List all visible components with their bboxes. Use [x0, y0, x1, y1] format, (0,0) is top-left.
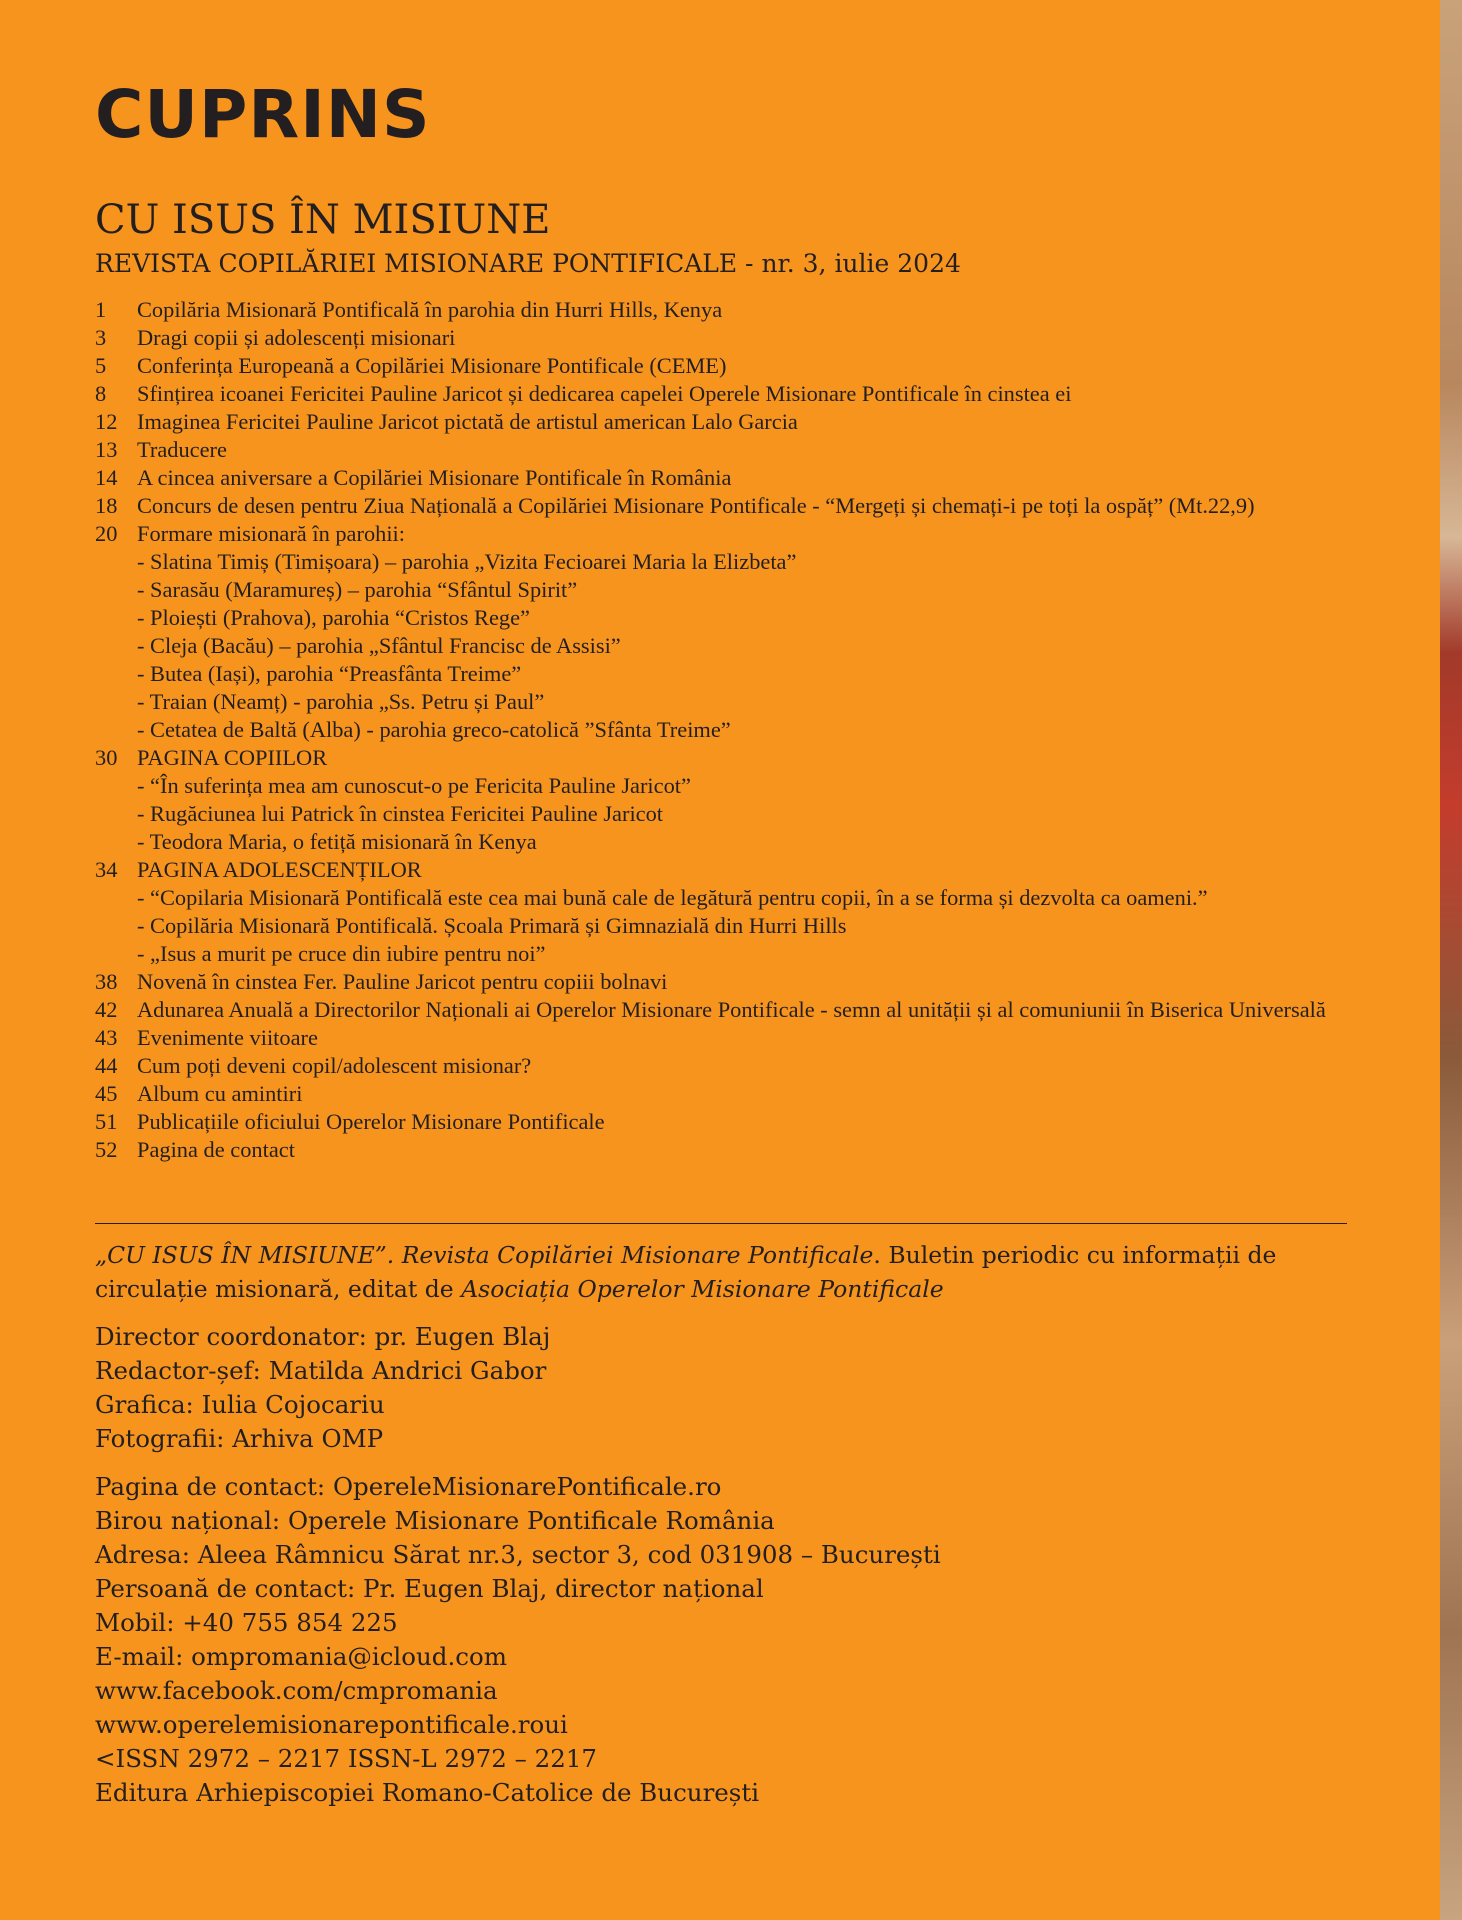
toc-entry-title: PAGINA ADOLESCENȚILOR [137, 857, 422, 882]
contact-details [95, 1470, 941, 1810]
toc-page-number: 30 [95, 745, 118, 770]
toc-entry-title: Imaginea Fericitei Pauline Jaricot pictată de artistul american Lalo Garcia [137, 409, 798, 434]
publication-info [95, 1238, 1347, 1306]
toc-entry-title: Copilăria Misionară Pontificală în parohia din Hurri Hills, Kenya [137, 297, 723, 322]
toc-subentry: - Cleja (Bacău) – parohia „Sfântul Francisc de Assisi” [137, 633, 621, 658]
magazine-subtitle: REVISTA COPILĂRIEI MISIONARE PONTIFICALE - nr. 3, iulie 2024 [95, 249, 961, 278]
toc-entry-title: Concurs de desen pentru Ziua Națională a Copilăriei Misionare Pontificale - “Mergeți și chemați-i pe toți la ospăț” (Mt.22,9) [137, 493, 1255, 518]
toc-page-number: 42 [95, 997, 118, 1022]
toc-page-number: 12 [95, 409, 118, 434]
contact-line: Birou național: Operele Misionare Pontificale România [95, 1506, 775, 1535]
toc-page-number: 45 [95, 1081, 118, 1106]
toc-entry-title: Dragi copii și adolescenți misionari [137, 325, 456, 350]
toc-subentry: - Ploiești (Prahova), parohia “Cristos Rege” [137, 605, 530, 630]
toc-entry-title: Evenimente viitoare [137, 1025, 318, 1050]
toc-entry-title: Pagina de contact [137, 1137, 295, 1162]
contact-line: www.operelemisionarepontificale.roui [95, 1710, 568, 1739]
toc-entry [95, 520, 1347, 548]
toc-entry [95, 968, 1347, 996]
toc-entry [95, 408, 1347, 436]
page-title: CUPRINS [95, 76, 431, 153]
toc-entry-title: Formare misionară în parohii: [137, 521, 405, 546]
toc-page-number: 51 [95, 1109, 118, 1134]
toc-subentry: - Traian (Neamț) - parohia „Ss. Petru și Paul” [137, 689, 545, 714]
table-of-contents [95, 296, 1347, 1164]
divider [95, 1223, 1347, 1224]
toc-entry-title: Adunarea Anuală a Directorilor Naționali ai Operelor Misionare Pontificale - semn al unității și al comuniunii în Biserica Universală [137, 997, 1326, 1022]
toc-entry [95, 1052, 1347, 1080]
contact-line: <ISSN 2972 – 2217 ISSN-L 2972 – 2217 [95, 1744, 597, 1773]
toc-page-number: 44 [95, 1053, 118, 1078]
toc-page-number: 13 [95, 437, 118, 462]
toc-subentry: - Butea (Iași), parohia “Preasfânta Treime” [137, 661, 522, 686]
toc-entry [95, 464, 1347, 492]
toc-page-number: 18 [95, 493, 118, 518]
toc-entry [95, 744, 1347, 772]
toc-entry [95, 352, 1347, 380]
toc-entry-title: Publicațiile oficiului Operelor Misionare Pontificale [137, 1109, 605, 1134]
toc-page-number: 14 [95, 465, 118, 490]
toc-entry-title: Traducere [137, 437, 227, 462]
cover-photo-edge [1440, 0, 1462, 1920]
toc-page-number: 20 [95, 521, 118, 546]
contact-line: Adresa: Aleea Râmnicu Sărat nr.3, sector 3, cod 031908 – București [95, 1540, 941, 1569]
toc-entry [95, 1080, 1347, 1108]
toc-entry-title: Sfințirea icoanei Fericitei Pauline Jaricot și dedicarea capelei Operele Misionare Pontificale în cinstea ei [137, 381, 1072, 406]
toc-entry-title: Cum poți deveni copil/adolescent misionar? [137, 1053, 532, 1078]
staff-line: Redactor-șef: Matilda Andrici Gabor [95, 1356, 547, 1385]
toc-entry [95, 1108, 1347, 1136]
toc-entry [95, 380, 1347, 408]
staff-line: Fotografii: Arhiva OMP [95, 1424, 384, 1453]
toc-subentry: - “În suferința mea am cunoscut-o pe Fericita Pauline Jaricot” [137, 773, 691, 798]
toc-entry [95, 324, 1347, 352]
toc-page-number: 5 [95, 353, 107, 378]
toc-page-number: 52 [95, 1137, 118, 1162]
contact-line: www.facebook.com/cmpromania [95, 1676, 498, 1705]
toc-entry-title: Album cu amintiri [137, 1081, 303, 1106]
toc-entry [95, 492, 1347, 520]
toc-entry [95, 296, 1347, 324]
toc-subentry: - „Isus a murit pe cruce din iubire pentru noi” [137, 941, 546, 966]
toc-page-number: 8 [95, 381, 107, 406]
staff-credits [95, 1320, 550, 1456]
toc-entry-title: PAGINA COPIILOR [137, 745, 328, 770]
contact-line: Pagina de contact: OpereleMisionarePontificale.ro [95, 1472, 722, 1501]
publisher-name: Asociația Operelor Misionare Pontificale [461, 1275, 944, 1303]
toc-subentry: - Cetatea de Baltă (Alba) - parohia greco-catolică ”Sfânta Treime” [137, 717, 731, 742]
toc-page-number: 38 [95, 969, 118, 994]
publication-name: „CU ISUS ÎN MISIUNE”. Revista Copilăriei Misionare Pontificale [95, 1241, 874, 1269]
toc-entry [95, 436, 1347, 464]
toc-entry-title: Conferința Europeană a Copilăriei Misionare Pontificale (CEME) [137, 353, 727, 378]
toc-entry [95, 856, 1347, 884]
toc-subentry: - Rugăciunea lui Patrick în cinstea Fericitei Pauline Jaricot [137, 801, 664, 826]
toc-subentry: - “Copilaria Misionară Pontificală este cea mai bună cale de legătură pentru copii, în a se forma și dezvolta ca oameni.” [137, 885, 1208, 910]
toc-page-number: 34 [95, 857, 118, 882]
publication-description: . Buletin periodic cu informații de circulație misionară, editat de [95, 1241, 1277, 1303]
toc-subentry: - Sarasău (Maramureș) – parohia “Sfântul Spirit” [137, 577, 578, 602]
contact-line: Editura Arhiepiscopiei Romano-Catolice de București [95, 1778, 760, 1807]
toc-entry-title: Novenă în cinstea Fer. Pauline Jaricot pentru copiii bolnavi [137, 969, 668, 994]
toc-entry-title: A cincea aniversare a Copilăriei Misionare Pontificale în România [137, 465, 732, 490]
toc-entry [95, 1136, 1347, 1164]
toc-page-number: 1 [95, 297, 107, 322]
contact-line: Mobil: +40 755 854 225 [95, 1608, 398, 1637]
toc-entry [95, 996, 1347, 1024]
contact-line: Persoană de contact: Pr. Eugen Blaj, director național [95, 1574, 764, 1603]
magazine-title: CU ISUS ÎN MISIUNE [95, 197, 551, 243]
toc-subentry: - Teodora Maria, o fetiță misionară în Kenya [137, 829, 537, 854]
contact-line: E-mail: ompromania@icloud.com [95, 1642, 507, 1671]
staff-line: Director coordonator: pr. Eugen Blaj [95, 1322, 551, 1351]
toc-entry [95, 1024, 1347, 1052]
toc-subentry: - Copilăria Misionară Pontificală. Școala Primară și Gimnazială din Hurri Hills [137, 913, 847, 938]
staff-line: Grafica: Iulia Cojocariu [95, 1390, 385, 1419]
toc-page-number: 43 [95, 1025, 118, 1050]
toc-page-number: 3 [95, 325, 107, 350]
toc-subentry: - Slatina Timiș (Timișoara) – parohia „Vizita Fecioarei Maria la Elizbeta” [137, 549, 797, 574]
